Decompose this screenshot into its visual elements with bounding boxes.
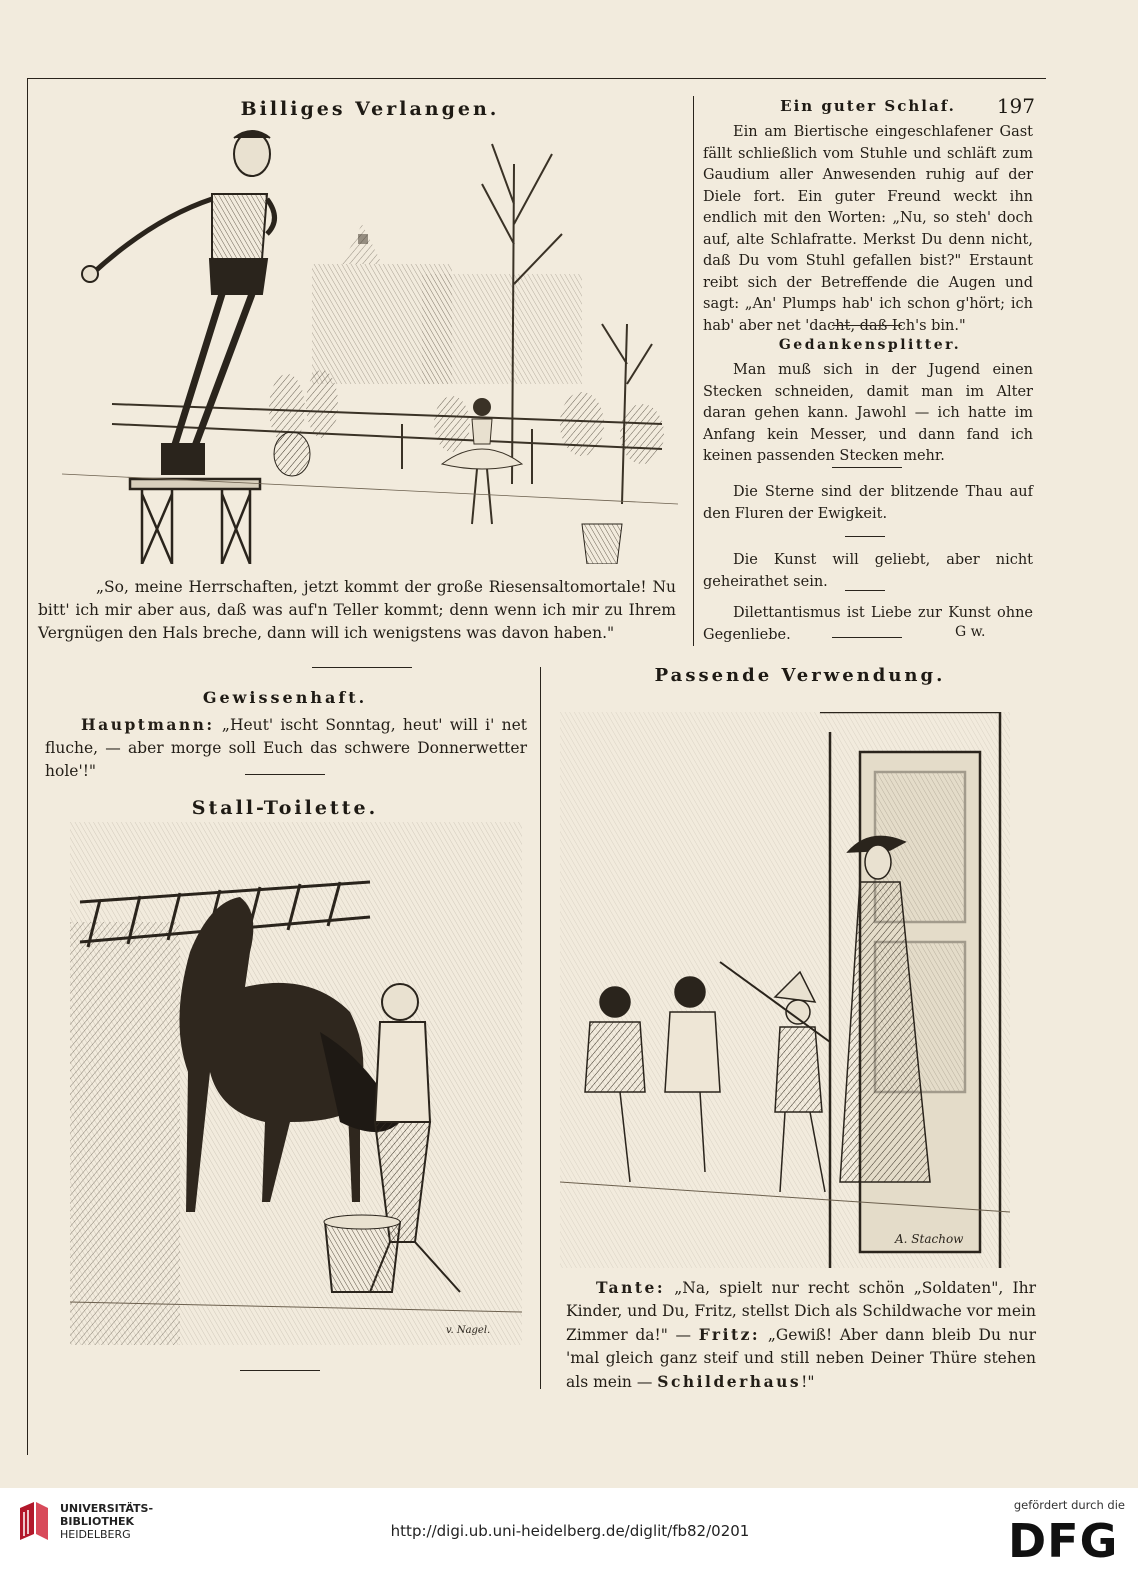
fritz-quote: „Gewiß! Aber dann bleib Du nur 'mal gleich ganz steif und still neben Deiner Thüre stehen als mein — bbox=[566, 1326, 1036, 1391]
gedanken-p4: Dilettantismus ist Liebe zur Kunst ohne Gegenliebe. bbox=[703, 605, 1033, 643]
gewissenhaft-text bbox=[45, 713, 527, 783]
acrobat-engraving bbox=[62, 124, 678, 564]
gedanken-p3: Die Kunst will geliebt, aber nicht geheirathet sein. bbox=[703, 552, 1033, 590]
illustration-acrobat bbox=[62, 124, 678, 564]
library-name-line1: UNIVERSITÄTS- bbox=[60, 1502, 154, 1515]
acrobat-figure bbox=[82, 131, 275, 474]
text-ein-guter-schlaf: Ein am Biertische eingeschlafener Gast fällt schließlich vom Stuhle und schläft zum Gaudium aller Anwesenden ruhig auf der Diele fort. Ein guter Freund weckt ihn endlich mit den Worten: „Nu, so steh' doch auf, alte Schlafratte. Merkst Du denn nicht, daß Du vom Stuhl gefallen bist?" Erstaunt reibt sich der Betreffende die Augen und sagt: „An' Plumps hab' ich schon g'hört; ich hab' aber net 'dacht, daß Ich's bin." bbox=[703, 124, 1033, 334]
quote-end: !" bbox=[801, 1373, 815, 1391]
funded-by-label: gefördert durch die bbox=[1013, 1498, 1125, 1512]
tante-quote: „Na, spielt nur recht schön „Soldaten", Ihr Kinder, und Du, Fritz, stellst Dich als Schildwache vor mein Zimmer da!" — bbox=[566, 1279, 1036, 1344]
divider-short-2 bbox=[245, 774, 325, 775]
speaker-tante: Tante: bbox=[596, 1278, 666, 1297]
title-stall-toilette: Stall-Toilette. bbox=[191, 797, 379, 819]
caption-billiges-verlangen: „So, meine Herrschaften, jetzt kommt der große Riesensaltomortale! Nu bitt' ich mir aber aus, daß was auf'n Teller kommt; denn wenn ich mir zu Ihrem Vergnügen den Hals breche, dann will ich wenigstens was davon haben." bbox=[38, 578, 676, 642]
divider-gedanken-1 bbox=[832, 467, 902, 468]
emphasis-schilderhaus: Schilderhaus bbox=[657, 1372, 802, 1391]
speaker-hauptmann: Hauptmann: bbox=[81, 715, 215, 734]
children-engraving bbox=[560, 712, 1010, 1268]
illustration-horse-stable bbox=[70, 822, 522, 1345]
library-name-line3: HEIDELBERG bbox=[60, 1528, 131, 1541]
caption-passende-verwendung bbox=[566, 1276, 1036, 1394]
illustration-children-soldiers bbox=[560, 712, 1010, 1268]
trestle-stool bbox=[130, 479, 260, 564]
title-gewissenhaft: Gewissenhaft. bbox=[202, 688, 368, 707]
dfg-logo: DFG bbox=[1008, 1514, 1119, 1568]
title-ein-guter-schlaf: Ein guter Schlaf. bbox=[780, 97, 956, 115]
library-name-line2: BIBLIOTHEK bbox=[60, 1515, 135, 1528]
divider-gedanken-3 bbox=[845, 590, 885, 591]
signature-nagel: v. Nagel. bbox=[446, 1325, 491, 1336]
gewissenhaft-quote: „Heut' ischt Sonntag, heut' will i' net fluche, — aber morge soll Euch das schwere Donnerwetter hole'!" bbox=[45, 716, 527, 780]
divider-short-3 bbox=[240, 1370, 320, 1371]
author-initials: G w. bbox=[955, 624, 986, 640]
title-passende-verwendung: Passende Verwendung. bbox=[654, 665, 946, 686]
signature-stachow: A. Stachow bbox=[895, 1232, 964, 1246]
page-number: 197 bbox=[996, 94, 1035, 118]
title-billiges-verlangen: Billiges Verlangen. bbox=[240, 98, 500, 120]
column-divider-upper bbox=[693, 96, 694, 646]
divider-short-1 bbox=[312, 667, 412, 668]
column-divider-lower bbox=[540, 667, 541, 1389]
divider-gedanken-4 bbox=[832, 637, 902, 638]
divider-schlaf bbox=[832, 325, 902, 326]
speaker-fritz: Fritz: bbox=[698, 1325, 761, 1344]
gedanken-p2: Die Sterne sind der blitzende Thau auf den Fluren der Ewigkeit. bbox=[703, 484, 1033, 522]
gedanken-p1: Man muß sich in der Jugend einen Stecken schneiden, damit man im Alter daran gehen kann. Jawohl — ich hatte im Anfang kein Messer, und dann fand ich keinen passenden Stecken mehr. bbox=[703, 362, 1033, 464]
title-gedankensplitter: Gedankensplitter. bbox=[778, 337, 962, 353]
stable-engraving bbox=[70, 822, 522, 1345]
ub-heidelberg-logo-icon bbox=[16, 1500, 52, 1544]
divider-gedanken-2 bbox=[845, 536, 885, 537]
permalink-url[interactable]: http://digi.ub.uni-heidelberg.de/diglit/fb82/0201 bbox=[390, 1522, 750, 1540]
